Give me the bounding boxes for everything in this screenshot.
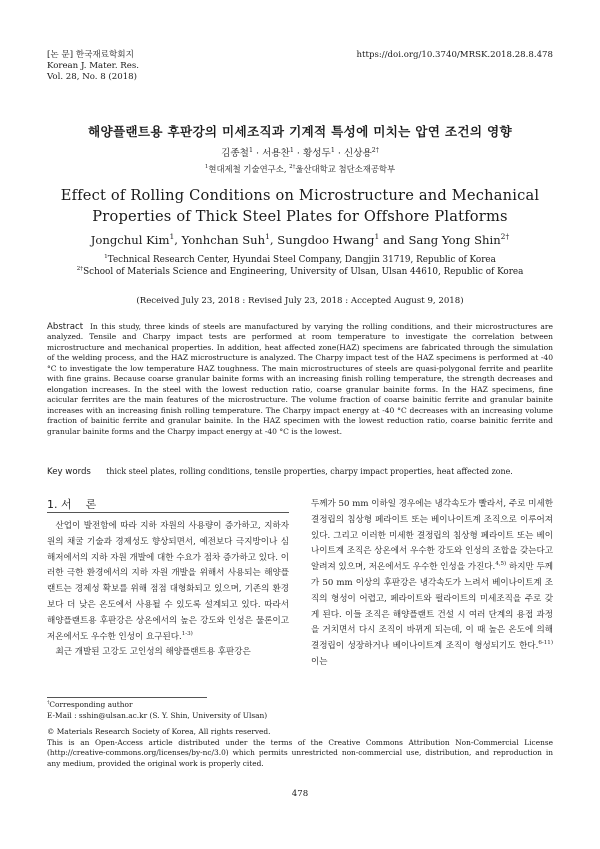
author-superscript: 2† — [371, 146, 379, 154]
citation-ref: 6-11) — [538, 640, 553, 647]
author-superscript: 1 — [330, 146, 335, 154]
footnotes — [47, 700, 553, 769]
affil-superscript: 1 — [104, 254, 108, 261]
corresponding-email: E-Mail : sshin@ulsan.ac.kr (S. Y. Shin, University of Ulsan) — [47, 710, 268, 720]
author-superscript: 1 — [289, 146, 294, 154]
korean-author: 신상용 — [343, 148, 372, 159]
author-separator: · — [293, 148, 304, 159]
author-separator: · — [334, 148, 344, 159]
abstract — [47, 322, 553, 437]
korean-affiliation-1: 현대제철 기술연구소, — [208, 164, 290, 174]
body-paragraph: 산업이 발전함에 따라 지하 자원의 사용량이 증가하고, 지하자원의 채굴 기술과 경제성도 향상되면서, 예전보다 극지방이나 심해저에서의 지하 자원 개발에 대한 수요가 점차 증가하고 있다. 이러한 극한 환경에서의 지하 자원 개발을 위해서 사용되는 해양플랜트는 경제성 확보를 위해 점점 대형화되고 있으며, 기존의 환경보다 더 낮은 온도에서 사용될 수 있도록 설계되고 있다. 따라서 해양플랜트용 후판강은 상온에서의 높은 강도와 인성은 물론이고 저온에서도 우수한 인성이 요구된다.$^{1-3)}$ — [47, 521, 289, 642]
body-paragraph: 두께가 50 mm 이하일 경우에는 냉각속도가 빨라서, 주로 미세한 결정립의 침상형 페라이트 또는 베이나이트계 조직으로 이루어져 있다. 그리고 이러한 미세한 결정립의 침상형 페라이트 또는 베이나이트계 조직은 상온에서 우수한 강도와 인성의 조합을 갖는다고 알려져 있으며, 저온에서도 우수한 인성을 가진다.$^{4,5)}$ 하지만 두께가 50 mm 이상의 후판강은 냉각속도가 느려서 베이나이트계 조직의 형성이 어렵고, 페라이트와 펄라이트의 미세조직을 주로 갖게 된다. 이들 조직은 해양플랜트 건설 시 여러 단계의 용접 과정을 거치면서 다시 조직이 바뀌게 되는데, 이 때 높은 온도에 의해 결정립이 성장하거나 베이나이트계 조직이 형성되기도 한다.$^{6-11)}$ 이는 — [311, 499, 553, 667]
english-title — [0, 185, 600, 227]
page-number: 478 — [291, 789, 309, 799]
korean-authors — [0, 145, 600, 159]
doi-link[interactable]: https://doi.org/10.3740/MRSK.2018.28.8.478 — [356, 50, 553, 60]
keywords-text: thick steel plates, rolling conditions, tensile properties, charpy impact properties, heat affected zone. — [106, 467, 513, 476]
corresponding-author: †Corresponding author — [47, 700, 133, 709]
author-superscript: 1 — [374, 232, 380, 242]
body-paragraph: 최근 개발된 고강도 고인성의 해양플랜트용 후판강은 — [55, 647, 251, 658]
english-author: Sungdoo Hwang — [277, 233, 375, 247]
keywords-label: Key words — [47, 467, 91, 477]
affil-superscript: 2† — [289, 164, 296, 171]
license-notice: This is an Open-Access article distributed under the terms of the Creative Commons Attribution Non-Commercial License (http://creative-commons.org/licenses/by-nc/3.0) which permits unrestricted non-commercial use, distribution, and reproduction in any medium, provided the original work is properly cited. — [47, 737, 553, 768]
abstract-label: Abstract — [47, 322, 84, 332]
affil-superscript: 1 — [204, 164, 209, 171]
author-separator: and — [379, 233, 409, 247]
korean-affiliations — [0, 163, 600, 175]
author-superscript: 1 — [169, 232, 175, 242]
english-affiliations — [0, 254, 600, 278]
author-separator: , — [174, 233, 182, 247]
journal-name-en: Korean J. Mater. Res. — [47, 61, 139, 71]
korean-author: 황성두 — [303, 148, 331, 159]
korean-affiliation-2: 울산대학교 첨단소재공학부 — [295, 164, 396, 174]
english-author: Sang Yong Shin — [408, 233, 501, 247]
journal-name-ko: [논 문] 한국재료학회지 — [47, 50, 134, 60]
received-dates: (Received July 23, 2018 : Revised July 23, 2018 : Accepted August 9, 2018) — [136, 296, 464, 306]
author-separator: · — [252, 148, 263, 159]
korean-author: 서용찬 — [262, 148, 290, 159]
english-affiliation-2: $^{2\dagger}$School of Materials Science and Engineering, University of Ulsan, Ulsan 44610, Republic of Korea — [76, 266, 524, 277]
author-superscript: 1 — [248, 146, 253, 154]
english-author: Yonhchan Suh — [181, 233, 266, 247]
english-author: Jongchul Kim — [90, 233, 170, 247]
citation-ref: 4,5) — [495, 561, 507, 568]
author-superscript: 2† — [500, 232, 510, 242]
korean-title: 해양플랜트용 후판강의 미세조직과 기계적 특성에 미치는 압연 조건의 영향 — [88, 124, 512, 139]
journal-volume: Vol. 28, No. 8 (2018) — [47, 72, 137, 82]
section-number: 1. — [47, 498, 58, 511]
section-heading — [47, 496, 96, 512]
left-column — [47, 519, 289, 661]
author-separator: , — [269, 233, 278, 247]
korean-author: 김종철 — [221, 148, 249, 159]
copyright-notice: © Materials Research Society of Korea, All rights reserved. — [47, 727, 271, 736]
dagger-mark: † — [47, 700, 50, 706]
author-superscript: 1 — [265, 232, 270, 242]
journal-header — [47, 50, 139, 83]
english-title-line2: Properties of Thick Steel Plates for Offshore Platforms — [92, 208, 508, 225]
affil-superscript: 2† — [76, 266, 84, 273]
keywords — [47, 459, 553, 478]
english-title-line1: Effect of Rolling Conditions on Microstructure and Mechanical — [60, 187, 540, 204]
english-authors — [0, 233, 600, 247]
citation-ref: 1-3) — [181, 630, 193, 637]
abstract-text: In this study, three kinds of steels are manufactured by varying the rolling conditions, and their microstructures are analyzed. Tensile and Charpy impact tests are performed at room temperature to investigate the correlation between microstructure and mechanical properties. In addition, heat affected zone(HAZ) specimens are fabricated through the simulation of the welding process, and the HAZ microstructure is analyzed. The Charpy impact test of the HAZ specimens is performed at -40 °C to investigate the low temperature HAZ toughness. The main microstructures of steels are quasi-polygonal ferrite and pearlite with fine grains. Because coarse granular bainite forms with an increasing finish rolling temperature, the strength decreases and elongation increases. In the steel with the lowest reduction ratio, coarse granular bainite forms. In the HAZ specimens, fine acicular ferrites are the main features of the microstructure. The volume fraction of coarse bainitic ferrite and granular bainite increases with an increasing finish rolling temperature. The Charpy impact energy at -40 °C decreases with an increasing volume fraction of bainitic ferrite and granular bainite. In the HAZ specimen with the lowest reduction ratio, coarse bainitic ferrite and granular bainite forms and the Charpy impact energy at -40 °C is the lowest. — [47, 322, 553, 436]
english-affiliation-1: $^1$Technical Research Center, Hyundai Steel Company, Dangjin 31719, Republic of Korea — [104, 254, 496, 265]
section-rule — [47, 512, 289, 513]
section-title: 서 론 — [61, 498, 97, 511]
right-column — [311, 497, 553, 671]
footnote-rule — [47, 697, 207, 698]
